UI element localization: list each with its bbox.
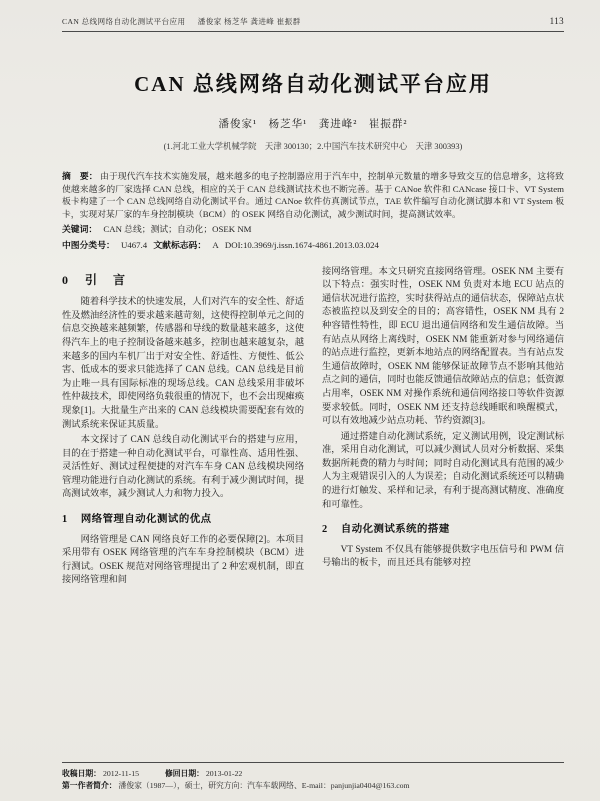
section-0-title: 引 言 bbox=[85, 272, 128, 287]
section-1-title: 网络管理自动化测试的优点 bbox=[80, 514, 212, 526]
continuation-paragraph: 接网络管理。本文只研究直接网络管理。OSEK NM 主要有以下特点：强实时性，OSEK NM 负责对本地 ECU 站点的通信状况进行监控，实时获得站点的通信状态，保障站点状态被监控以及到安全的目的；高容错性，OSEK NM 具有 2 种容错性特性，即 ECU 退出通信网络和发生通信故障。当有站点从网络上离线时，OSEK NM 能重新对参与网络通信的站点进行监控，更新本地站点的网络配置表。当有站点发生通信故障时，OSEK NM 能够保证故障节点不影响其他站点之间的通信，同时也能反馈通信故障站点的信息；低资源占用率，OSEK NM 对操作系统和通信网络接口等软件资源要求较低。同时，OSEK NM 还支持总线睡眠和唤醒模式，可以有效地减少站点功耗、节约资源[3]。 bbox=[322, 266, 564, 427]
running-title: CAN 总线网络自动化测试平台应用 bbox=[62, 17, 186, 26]
revised-date: 2013-01-22 bbox=[205, 769, 243, 778]
abstract-label: 摘 要： bbox=[62, 171, 98, 181]
section-2-title: 自动化测试系统的搭建 bbox=[340, 524, 450, 536]
clc-label: 中图分类号： bbox=[62, 239, 115, 250]
abstract-text: 由于现代汽车技术实施发展，越来越多的电子控制器应用于汽车中，控制单元数量的增多导致交互的信息增多，这将致使越来越多的厂家选择 CAN 总线，相应的关于 CAN 总线测试技术也不断完善。基于 CANoe 软件和 CANcase 接口卡、VT System 板卡构建了一个 CAN 总线网络自动化测试平台。通过 CANoe 软件仿真测试节点，TAE 软件编写自动化测试脚本和 VT System 板卡，实现对某厂家的车身控制模块（BCM）的 OSEK 网络自动化测试，减少测试时间，提高测试效率。 bbox=[62, 171, 564, 219]
doc-code-label: 文献标志码： bbox=[153, 239, 207, 250]
doc-code-value: A bbox=[212, 239, 219, 250]
doi-value: DOI:10.3969/j.issn.1674-4861.2013.03.024 bbox=[224, 239, 379, 250]
left-column bbox=[62, 266, 304, 718]
section-0-heading bbox=[62, 274, 304, 288]
keywords-line bbox=[62, 223, 564, 236]
running-head bbox=[62, 16, 564, 27]
body-paragraph: 通过搭建自动化测试系统，定义测试用例，设定测试标准，采用自动化测试，可以减少测试人员对分析数据、采集数据所耗费的精力与时间；同时自动化测试具有范围的减少人为主观错误引入的人为误差；自动化测试系统还可以精确的进行灯触发、采样和记录，有利于提高测试精度、准确度和可靠性。 bbox=[322, 431, 564, 510]
keywords-text: CAN 总线；测试；自动化；OSEK NM bbox=[103, 224, 252, 235]
running-authors: 潘俊家 杨芝华 龚进峰 崔振群 bbox=[197, 17, 301, 26]
section-1-number: 1 bbox=[62, 514, 68, 526]
footer-bio-line bbox=[62, 780, 564, 792]
received-date: 2012-11-15 bbox=[102, 769, 140, 778]
section-0-number: 0 bbox=[62, 272, 70, 287]
right-column bbox=[322, 266, 564, 718]
intro-paragraph: 随着科学技术的快速发展，人们对汽车的安全性、舒适性及燃油经济性的要求越来越苛刻，这使得控制单元之间的信息交换越来越频繁，传感器和导线的数量越来越多，这使得汽车上的电子控制设备越来越多，控制也越来越复杂，越来越多的国内车机厂出于对安全性、舒适性、方便性、低公害、低成本的要求只能选择了 CAN 总线。CAN 总线是目前为止唯一具有国际标准的现场总线。CAN 总线采用非破坏性仲裁技术，即使网络负载很重的情况下，也不会出现瘫痪现象[1]。大批量生产出来的 CAN 总线模块需要配套有效的测试系统来保证其质量。 bbox=[62, 297, 304, 430]
intro-paragraph: 本文探讨了 CAN 总线自动化测试平台的搭建与应用，目的在于搭建一种自动化测试平台，可靠性高、适用性强、灵活性好、测试过程便捷的对汽车车身 CAN 总线模块网络管理功能进行自动化测试的系统。有利于减少测试时间，提高测试效率，减少测试人力和物力投入。 bbox=[62, 435, 304, 500]
bio-label: 第一作者简介： bbox=[62, 780, 117, 790]
two-column-body bbox=[62, 266, 564, 718]
page-footer bbox=[62, 762, 564, 791]
keywords-label: 关键词： bbox=[62, 224, 98, 235]
abstract-block bbox=[62, 170, 564, 220]
footer-dates-line bbox=[62, 768, 564, 780]
section-2-heading bbox=[322, 523, 564, 537]
running-head-left bbox=[62, 16, 311, 27]
authors-line: 潘俊家¹ 杨芝华¹ 龚进峰² 崔振群² bbox=[218, 119, 408, 130]
header-rule bbox=[62, 31, 564, 32]
section-1-heading bbox=[62, 513, 304, 527]
classification-line bbox=[62, 239, 564, 252]
paper-title: CAN 总线网络自动化测试平台应用 bbox=[134, 72, 492, 96]
section-1-paragraph: 网络管理是 CAN 网络良好工作的必要保障[2]。本项目采用带有 OSEK 网络管理的汽车车身控制模块（BCM）进行测试。OSEK 规范对网络管理提出了 2 种宏观机制，即直接网络管理和间 bbox=[62, 534, 304, 586]
affiliation-line: (1.河北工业大学机械学院 天津 300130；2.中国汽车技术研究中心 天津 300393) bbox=[163, 142, 463, 151]
section-2-paragraph: VT System 不仅具有能够提供数字电压信号和 PWM 信号输出的板卡，而且还具有能够对控 bbox=[322, 544, 564, 569]
received-label: 收稿日期： bbox=[62, 769, 101, 778]
revised-label: 修回日期： bbox=[164, 769, 204, 778]
bio-text: 潘俊家（1987—），硕士，研究方向：汽车车载网络、E-mail：panjunjia0404@163.com bbox=[118, 780, 410, 790]
clc-value: U467.4 bbox=[121, 239, 148, 250]
section-2-number: 2 bbox=[322, 524, 328, 536]
page-number: 113 bbox=[549, 16, 564, 26]
